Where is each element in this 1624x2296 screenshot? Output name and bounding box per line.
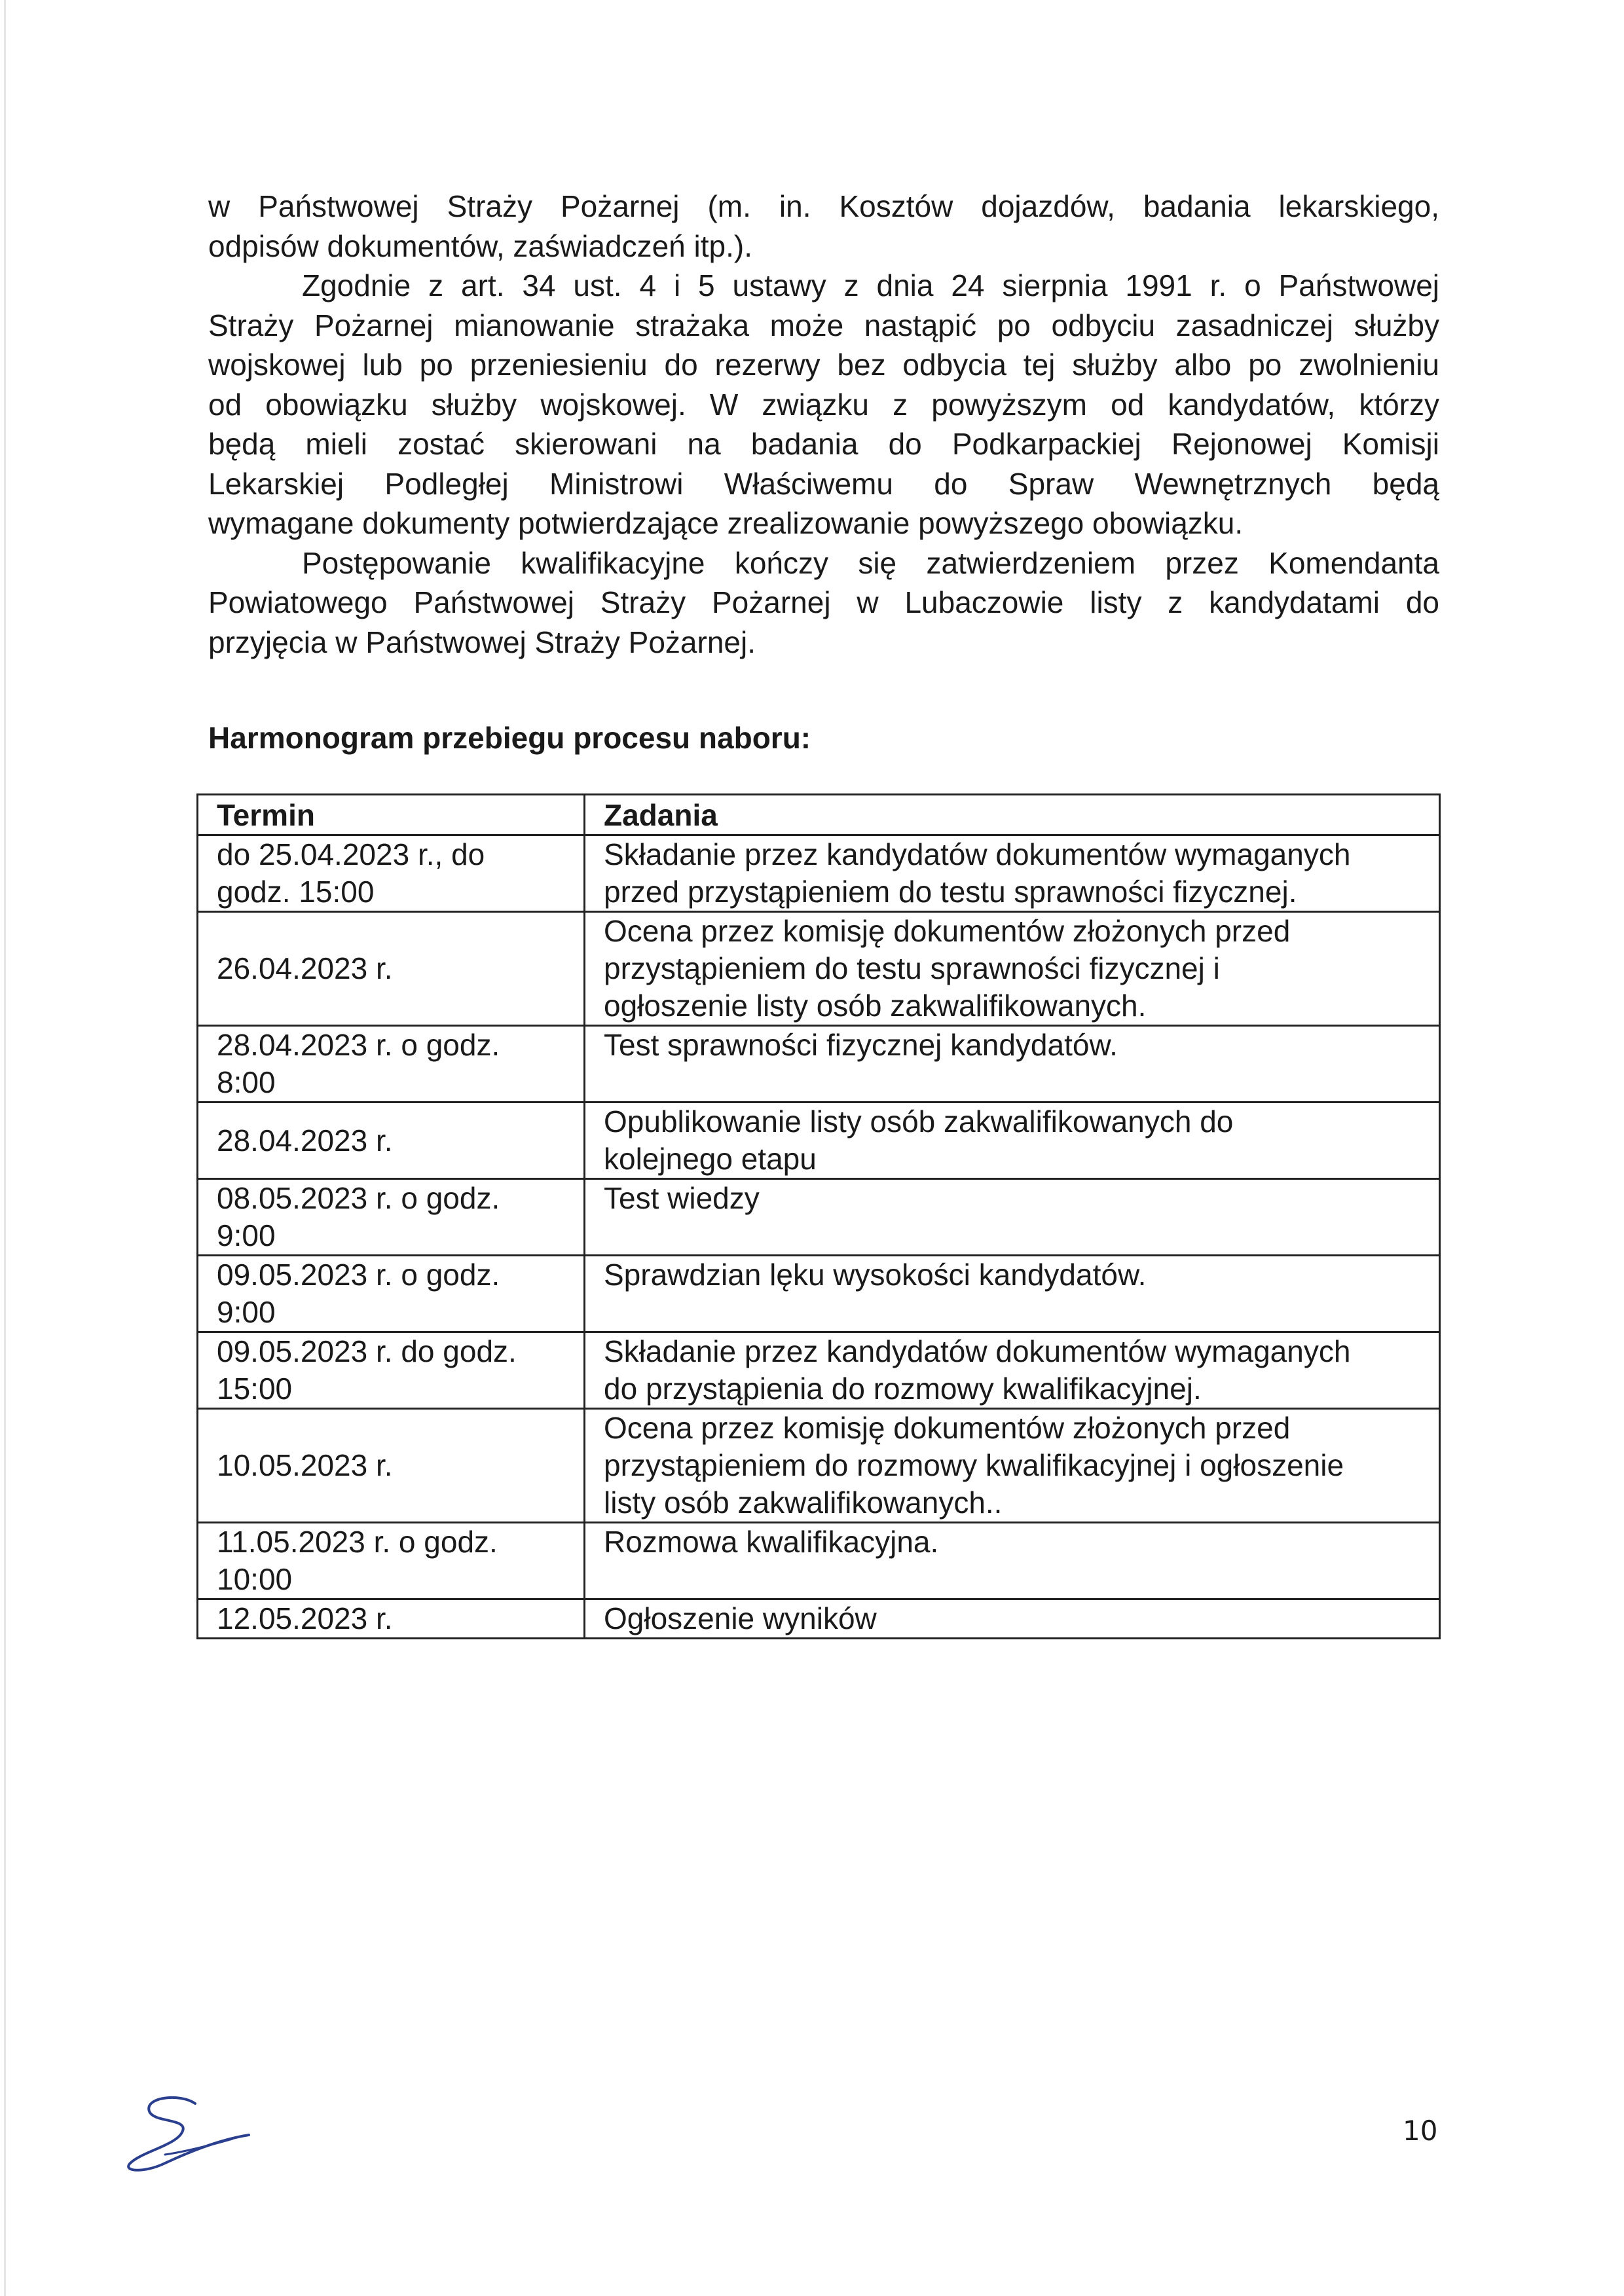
- task-line: do przystąpienia do rozmowy kwalifikacyjnej.: [604, 1372, 1202, 1406]
- table-row: [198, 1332, 1440, 1409]
- table-row: [198, 1409, 1440, 1523]
- text-line: Postępowanie kwalifikacyjne kończy się zatwierdzeniem przez Komendanta: [302, 545, 1439, 580]
- task-cell: [585, 1332, 1440, 1409]
- task-line: ogłoszenie listy osób zakwalifikowanych.: [604, 989, 1147, 1023]
- text-line: Powiatowego Państwowej Straży Pożarnej w Lubaczowie listy z kandydatami do: [208, 585, 1439, 619]
- term-line: 9:00: [217, 1218, 276, 1252]
- task-line: przystąpieniem do testu sprawności fizycznej i: [604, 951, 1220, 985]
- term-cell: [198, 835, 585, 912]
- task-line: Ocena przez komisję dokumentów złożonych przed: [604, 914, 1291, 948]
- table-row: [198, 1523, 1440, 1599]
- task-line: Test wiedzy: [604, 1181, 760, 1215]
- text-line: wojskowej lub po przeniesieniu do rezerwy bez odbycia tej służby albo po zwolnieniu: [208, 348, 1439, 382]
- schedule-table: [196, 793, 1441, 1639]
- task-cell: [585, 1026, 1440, 1102]
- term-line: 09.05.2023 r. do godz.: [217, 1334, 517, 1368]
- term-line: 26.04.2023 r.: [217, 951, 393, 985]
- term-line: 11.05.2023 r. o godz.: [217, 1525, 498, 1559]
- table-row: [198, 1599, 1440, 1639]
- term-line: 10:00: [217, 1562, 293, 1596]
- term-line: 28.04.2023 r. o godz.: [217, 1028, 500, 1062]
- text-line: przyjęcia w Państwowej Straży Pożarnej.: [208, 625, 756, 659]
- task-line: Ocena przez komisję dokumentów złożonych przed: [604, 1411, 1291, 1445]
- term-cell: [198, 1256, 585, 1332]
- task-line: przystąpieniem do rozmowy kwalifikacyjnej i ogłoszenie: [604, 1448, 1344, 1482]
- task-line: Opublikowanie listy osób zakwalifikowanych do: [604, 1104, 1234, 1139]
- term-line: do 25.04.2023 r., do: [217, 837, 485, 871]
- term-line: 9:00: [217, 1295, 276, 1329]
- term-line: 15:00: [217, 1372, 293, 1406]
- table-header-row: [198, 795, 1440, 835]
- term-cell: [198, 912, 585, 1026]
- task-line: przed przystąpieniem do testu sprawności fizycznej.: [604, 875, 1297, 909]
- table-row: [198, 835, 1440, 912]
- task-cell: [585, 1599, 1440, 1639]
- task-line: Rozmowa kwalifikacyjna.: [604, 1525, 939, 1559]
- text-line: w Państwowej Straży Pożarnej (m. in. Kosztów dojazdów, badania lekarskiego,: [208, 189, 1439, 223]
- schedule-heading: Harmonogram przebiegu procesu naboru:: [208, 721, 811, 755]
- term-line: 28.04.2023 r.: [217, 1123, 393, 1157]
- term-line: 8:00: [217, 1065, 276, 1099]
- signature-icon: [118, 2092, 268, 2177]
- task-line: Składanie przez kandydatów dokumentów wymaganych: [604, 837, 1351, 871]
- text-line: Straży Pożarnej mianowanie strażaka może nastąpić po odbyciu zasadniczej służby: [208, 308, 1439, 342]
- text-line: Zgodnie z art. 34 ust. 4 i 5 ustawy z dnia 24 sierpnia 1991 r. o Państwowej: [302, 268, 1439, 302]
- text-line: od obowiązku służby wojskowej. W związku z powyższym od kandydatów, którzy: [208, 387, 1439, 422]
- term-line: 12.05.2023 r.: [217, 1601, 393, 1635]
- term-cell: [198, 1332, 585, 1409]
- body-text: [208, 187, 1439, 662]
- term-cell: [198, 1599, 585, 1639]
- table-row: [198, 1256, 1440, 1332]
- term-cell: [198, 1523, 585, 1599]
- term-cell: [198, 1026, 585, 1102]
- term-line: godz. 15:00: [217, 875, 375, 909]
- table-row: [198, 912, 1440, 1026]
- task-cell: [585, 1409, 1440, 1523]
- page-number: 10: [1403, 2115, 1438, 2147]
- term-cell: [198, 1179, 585, 1256]
- term-line: 09.05.2023 r. o godz.: [217, 1258, 500, 1292]
- task-line: Sprawdzian lęku wysokości kandydatów.: [604, 1258, 1147, 1292]
- term-line: 10.05.2023 r.: [217, 1448, 393, 1482]
- paragraph-3: [208, 543, 1439, 663]
- term-cell: [198, 1409, 585, 1523]
- text-line: odpisów dokumentów, zaświadczeń itp.).: [208, 228, 752, 263]
- task-cell: [585, 912, 1440, 1026]
- table-row: [198, 1179, 1440, 1256]
- task-line: kolejnego etapu: [604, 1142, 817, 1176]
- paragraph-1: [208, 187, 1439, 266]
- term-line: 08.05.2023 r. o godz.: [217, 1181, 500, 1215]
- table-row: [198, 1026, 1440, 1102]
- schedule-rows: [198, 835, 1440, 1639]
- task-line: Składanie przez kandydatów dokumentów wymaganych: [604, 1334, 1351, 1368]
- text-line: Lekarskiej Podległej Ministrowi Właściwemu do Spraw Wewnętrznych będą: [208, 466, 1439, 501]
- scan-page-edge: [4, 0, 6, 2296]
- text-line: wymagane dokumenty potwierdzające zrealizowanie powyższego obowiązku.: [208, 506, 1244, 540]
- task-line: listy osób zakwalifikowanych..: [604, 1485, 1003, 1520]
- table-row: [198, 1102, 1440, 1179]
- term-cell: [198, 1102, 585, 1179]
- column-header-tasks: Zadania: [585, 795, 1440, 835]
- task-cell: [585, 835, 1440, 912]
- column-header-term: Termin: [198, 795, 585, 835]
- task-cell: [585, 1179, 1440, 1256]
- task-line: Test sprawności fizycznej kandydatów.: [604, 1028, 1118, 1062]
- task-cell: [585, 1256, 1440, 1332]
- task-cell: [585, 1102, 1440, 1179]
- text-line: będą mieli zostać skierowani na badania do Podkarpackiej Rejonowej Komisji: [208, 427, 1439, 461]
- task-line: Ogłoszenie wyników: [604, 1601, 877, 1635]
- paragraph-2: [208, 266, 1439, 543]
- task-cell: [585, 1523, 1440, 1599]
